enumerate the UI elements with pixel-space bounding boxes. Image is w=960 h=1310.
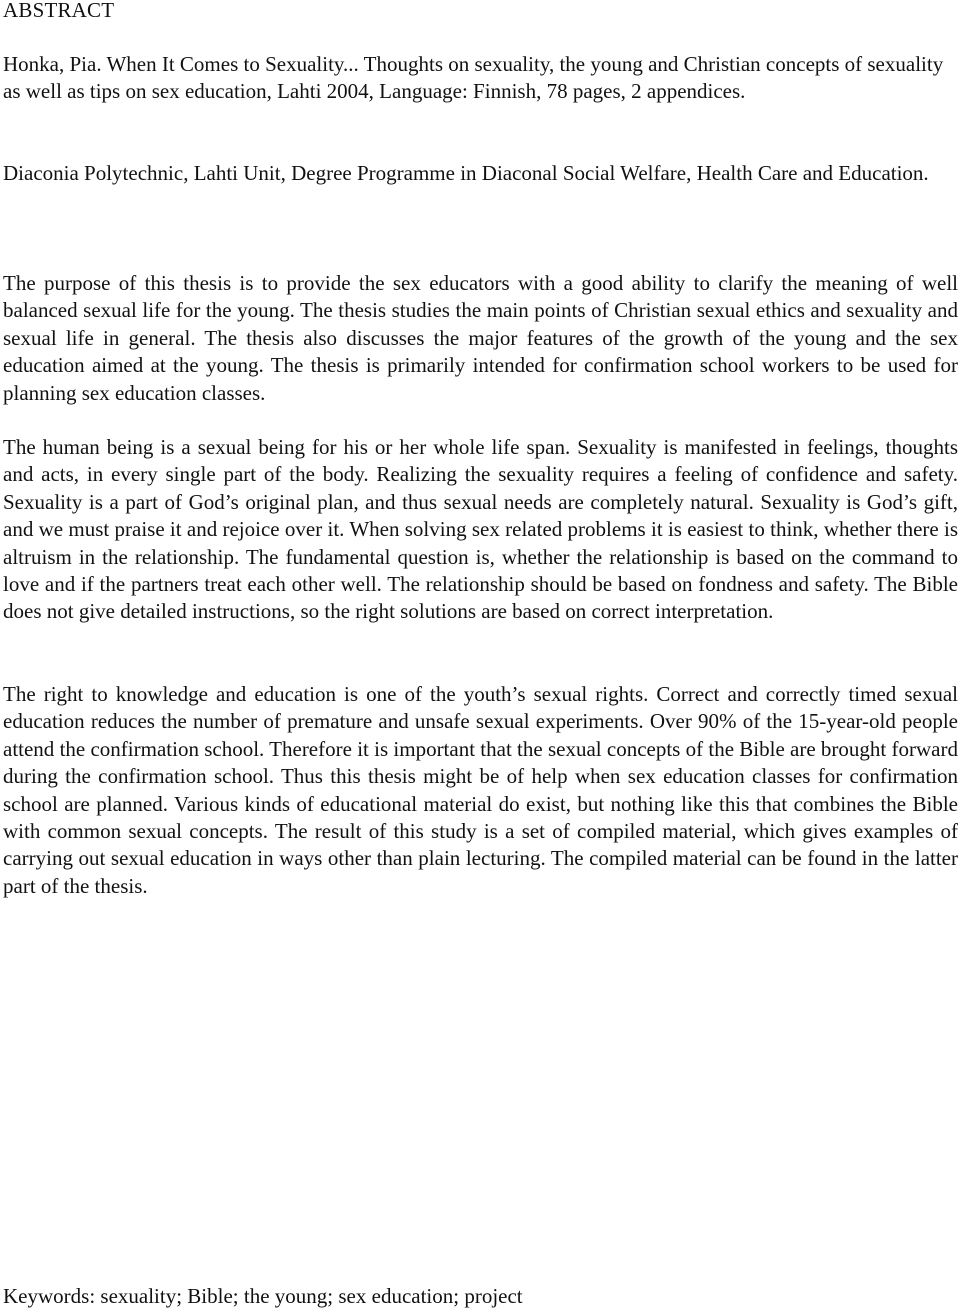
abstract-heading: ABSTRACT	[3, 0, 115, 22]
education-rights-paragraph: The right to knowledge and education is one of the youth’s sexual rights. Correct and correctly timed sexual education reduces the number of premature and unsafe sexual experiments. Over 90% of the 15-year-old people attend the confirmation school. Therefore it is important that the sexual concepts of the Bible are brought forward during the confirmation school. Thus this thesis might be of help when sex education classes for confirmation school are planned. Various kinds of educational material do exist, but nothing like this that combines the Bible with common sexual concepts. The result of this study is a set of compiled material, which gives examples of carrying out sexual education in ways other than plain lecturing. The compiled material can be found in the latter part of the thesis.	[3, 682, 958, 898]
citation-paragraph: Honka, Pia. When It Comes to Sexuality... Thoughts on sexuality, the young and Christian concepts of sexuality as well as tips on sex education, Lahti 2004, Language: Finnish, 78 pages, 2 appendices.	[3, 52, 944, 104]
institution-paragraph: Diaconia Polytechnic, Lahti Unit, Degree Programme in Diaconal Social Welfare, Health Care and Education.	[3, 161, 929, 185]
abstract-page	[3, 0, 958, 1310]
sexuality-paragraph: The human being is a sexual being for his or her whole life span. Sexuality is manifested in feelings, thoughts and acts, in every single part of the body. Realizing the sexuality requires a feeling of confidence and safety. Sexuality is a part of God’s original plan, and thus sexual needs are completely natural. Sexuality is God’s gift, and we must praise it and rejoice over it. When solving sex related problems it is easiest to think, whether there is altruism in the relationship. The fundamental question is, whether the relationship is based on the command to love and if the partners treat each other well. The relationship should be based on fondness and safety. The Bible does not give detailed instructions, so the right solutions are based on correct interpretation.	[3, 435, 958, 624]
keywords-line: Keywords: sexuality; Bible; the young; sex education; project	[3, 1284, 523, 1308]
purpose-paragraph: The purpose of this thesis is to provide the sex educators with a good ability to clarify the meaning of well balanced sexual life for the young. The thesis studies the main points of Christian sexual ethics and sexuality and sexual life in general. The thesis also discusses the major features of the growth of the young and the sex education aimed at the young. The thesis is primarily intended for confirmation school workers to be used for planning sex education classes.	[3, 271, 958, 405]
